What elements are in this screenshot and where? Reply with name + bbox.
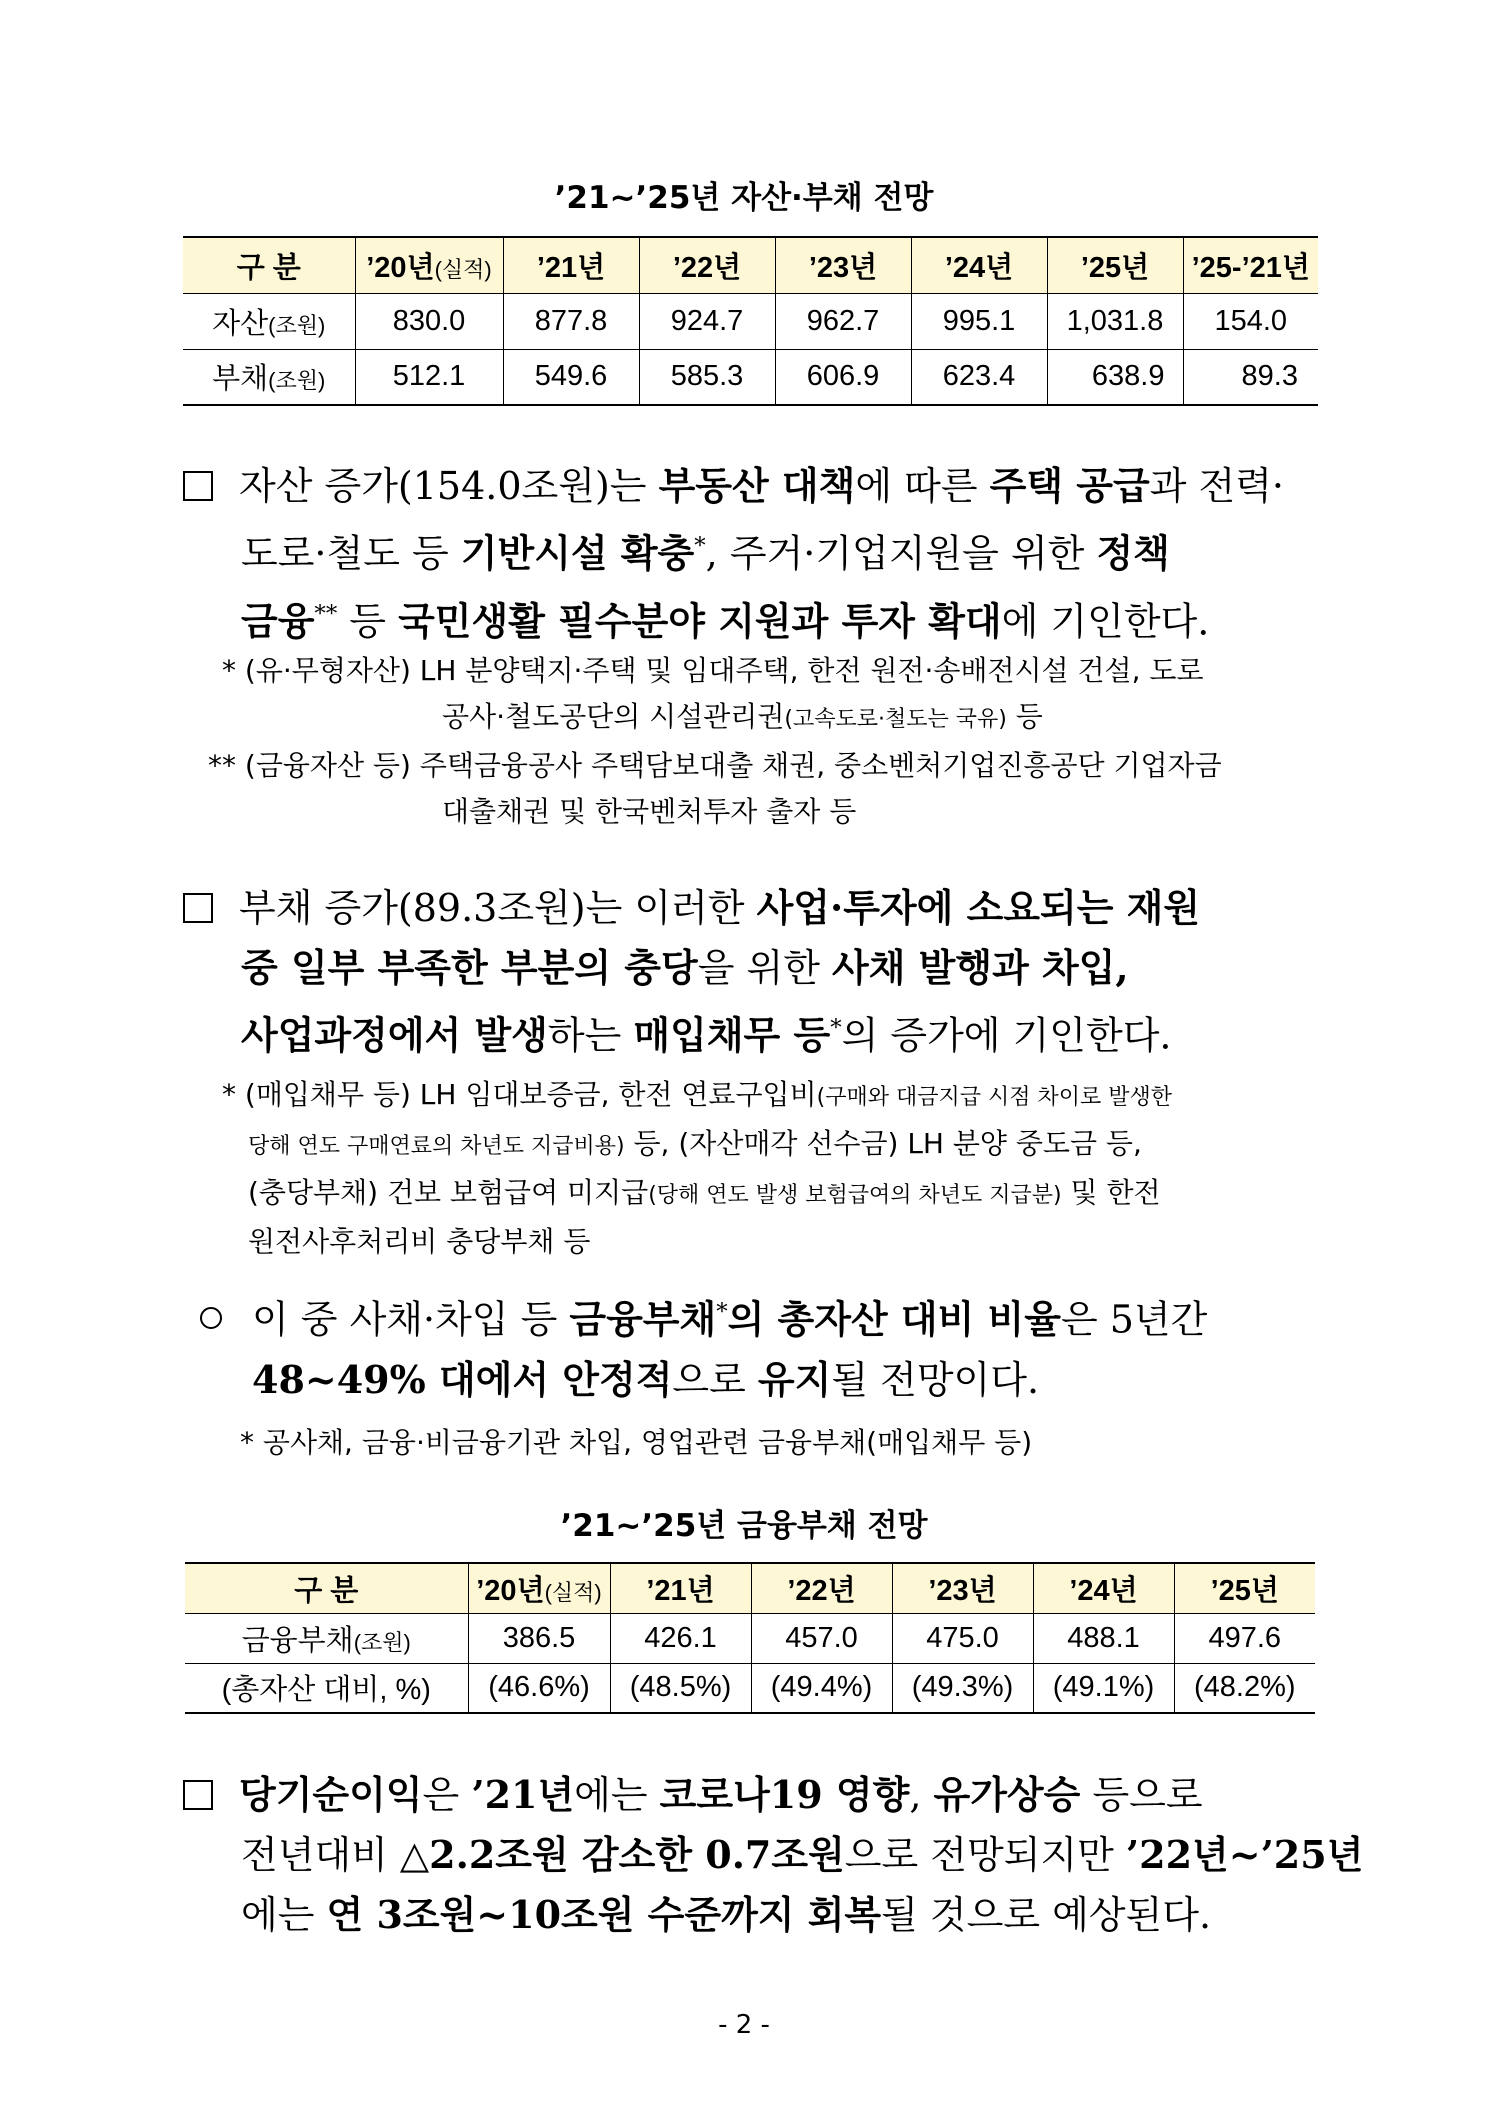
checkbox-bullet-icon [183,471,213,501]
page-number: - 2 - [718,2010,770,2040]
paragraph-liabilities: 부채 증가(89.3조원)는 이러한 사업·투자에 소요되는 재원 중 일부 부족한 부분의 충당을 위한 사채 발행과 차입, 사업과정에서 발생하는 매입채무 등*의 증가에 기인한다. [183,878,1318,1066]
note-assets: * (유·무형자산) LH 분양택지·주택 및 임대주택, 한전 원전·송배전시설 건설, 도로 공사·철도공단의 시설관리권(고속도로·철도는 국유) 등 ** (금융자산 등) 주택금융공사 주택담보대출 채권, 중소벤처기업진흥공단 기업자금 대출채권 및 한국벤처투자 출자 등 [208,654,1222,828]
paragraph-net-income: 당기순이익은 ’21년에는 코로나19 영향, 유가상승 등으로 전년대비 △2.2조원 감소한 0.7조원으로 전망되지만 ’22년~’25년 에는 연 3조원~10조원 수준까지 회복될 것으로 예상된다. [183,1765,1318,1945]
header-2024: ’24년 [1033,1563,1174,1613]
header-2025: ’25년 [1047,237,1183,293]
paragraph-financial-debt: 이 중 사채·차입 등 금융부채*의 총자산 대비 비율은 5년간 48~49% 대에서 안정적으로 유지될 전망이다. [200,1282,1320,1410]
header-2021: ’21년 [610,1563,751,1613]
circle-bullet-icon [200,1307,222,1329]
table-row: 자산(조원) 830.0 877.8 924.7 962.7 995.1 1,031.8 154.0 [183,293,1318,349]
table2-title: ’21~’25년 금융부채 전망 [560,1508,928,1544]
header-diff: ’25-’21년 [1183,237,1318,293]
header-category: 구 분 [183,237,355,293]
checkbox-bullet-icon [183,1780,213,1810]
asset-liability-table [183,236,1318,406]
table1-title: ’21~’25년 자산·부채 전망 [554,180,934,216]
header-2023: ’23년 [892,1563,1033,1613]
header-2021: ’21년 [503,237,639,293]
header-2020: ’20년(실적) [468,1563,610,1613]
header-2022: ’22년 [751,1563,892,1613]
note-liabilities: * (매입채무 등) LH 임대보증금, 한전 연료구입비(구매와 대금지급 시점 차이로 발생한 당해 연도 구매연료의 차년도 지급비용) 등, (자산매각 선수금) LH 분양 중도금 등, (충당부채) 건보 보험급여 미지급(당해 연도 발생 보험급여의 차년도 지급분) 및 한전 원전사후처리비 충당부채 등 [222,1078,1172,1258]
table-row: 금융부채(조원) 386.5 426.1 457.0 475.0 488.1 497.6 [185,1613,1315,1663]
header-2023: ’23년 [775,237,911,293]
checkbox-bullet-icon [183,893,213,923]
header-category: 구 분 [185,1563,468,1613]
header-2024: ’24년 [911,237,1047,293]
paragraph-assets: 자산 증가(154.0조원)는 부동산 대책에 따른 주택 공급과 전력· 도로·철도 등 기반시설 확충*, 주거·기업지원을 위한 정책 금융** 등 국민생활 필수분야 지원과 투자 확대에 기인한다. [183,456,1318,651]
header-2025: ’25년 [1174,1563,1315,1613]
table-row: 부채(조원) 512.1 549.6 585.3 606.9 623.4 638.9 89.3 [183,349,1318,405]
header-2020: ’20년(실적) [355,237,503,293]
header-2022: ’22년 [639,237,775,293]
table-row: (총자산 대비, %) (46.6%) (48.5%) (49.4%) (49.3%) (49.1%) (48.2%) [185,1663,1315,1713]
financial-debt-table [185,1562,1315,1714]
note-financial-debt: * 공사채, 금융·비금융기관 차입, 영업관련 금융부채(매입채무 등) [240,1426,1033,1459]
